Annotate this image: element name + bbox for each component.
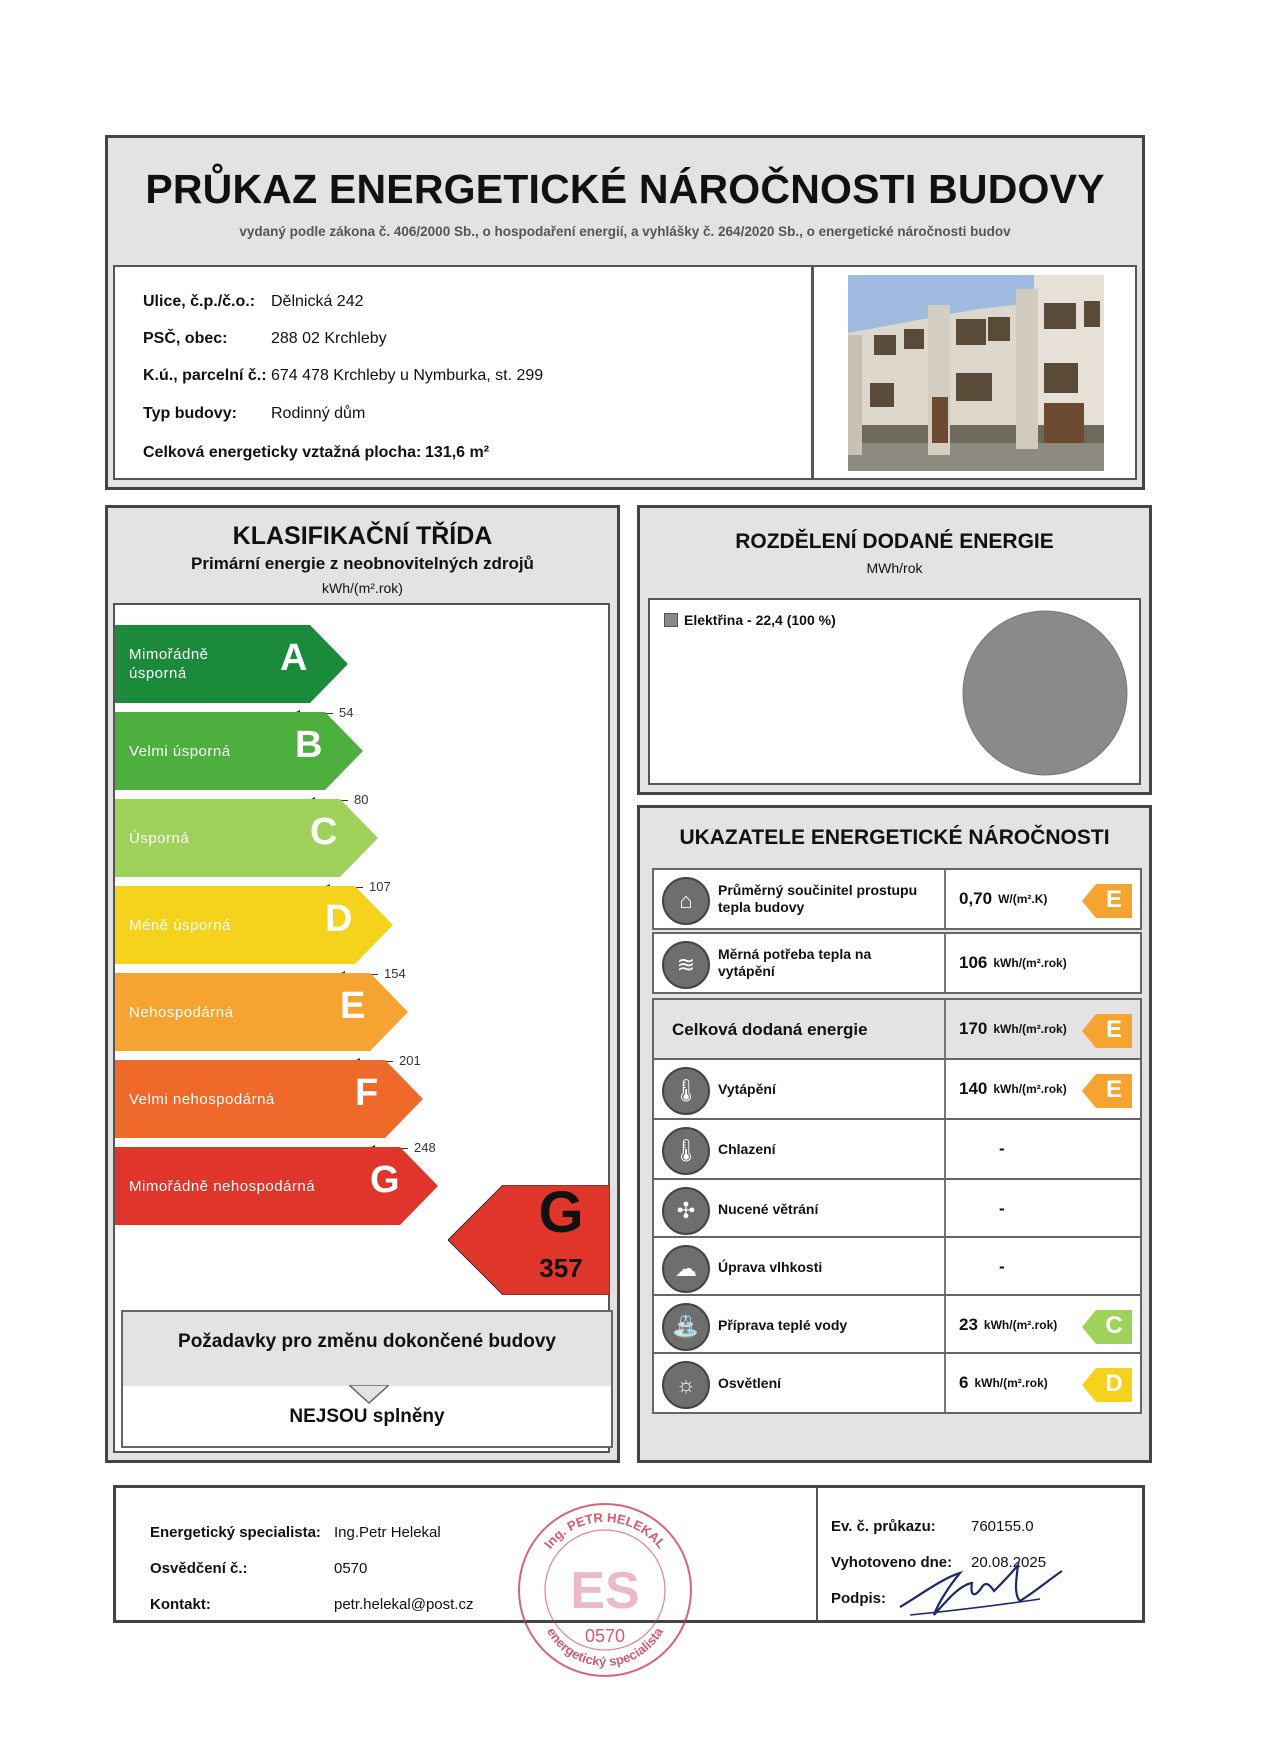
band-label-d: Méně úsporná	[129, 916, 231, 934]
indicator-value: 106	[959, 953, 988, 972]
band-letter-f: F	[355, 1072, 379, 1114]
area-row	[143, 444, 490, 462]
requirements-result-area	[123, 1386, 611, 1446]
indicator-class: E	[1105, 1016, 1122, 1043]
indicator-class-badge	[1082, 1368, 1132, 1402]
rating-value: 357	[539, 1253, 583, 1283]
specialist-label: Energetický specialista:	[150, 1524, 321, 1541]
indicator-name: Vytápění	[718, 1080, 776, 1097]
requirements-box	[121, 1310, 613, 1448]
legend-swatch	[664, 613, 678, 627]
indicator-row	[652, 868, 1142, 930]
indicator-row	[652, 1294, 1142, 1356]
indicator-value-cell	[959, 934, 1067, 992]
band-letter-g: G	[370, 1159, 400, 1201]
ev-row	[831, 1518, 1034, 1535]
threshold-value: 107	[369, 879, 391, 894]
indicator-name: Chlazení	[718, 1140, 776, 1157]
indicator-class-badge	[1082, 1014, 1132, 1048]
indicator-class-badge	[1082, 1074, 1132, 1108]
band-label-b: Velmi úsporná	[129, 742, 231, 760]
threshold-value: 80	[354, 792, 369, 807]
band-letter-e: E	[340, 985, 366, 1027]
street-label: Ulice, č.p./č.o.:	[143, 293, 256, 310]
indicator-value: 23	[959, 1315, 978, 1334]
indicator-divider	[944, 1180, 946, 1238]
indicator-unit: kWh/(m².rok)	[983, 1318, 1058, 1332]
lightbulb-icon: ☼	[662, 1361, 710, 1409]
specialist-value: Ing.Petr Helekal	[334, 1524, 441, 1541]
indicator-name: Průměrný součinitel prostupu tepla budovy	[718, 882, 918, 915]
thermometer-hot-icon: 🌡	[662, 1067, 710, 1115]
indicator-value: 170	[959, 1019, 988, 1038]
indicator-unit: kWh/(m².rok)	[993, 1082, 1067, 1096]
indicator-value: 140	[959, 1079, 988, 1098]
type-label: Typ budovy:	[143, 405, 237, 422]
ev-value: 760155.0	[971, 1518, 1034, 1535]
specialist-stamp	[515, 1500, 695, 1680]
classification-unit: kWh/(m².rok)	[322, 580, 403, 596]
band-letter-d: D	[325, 898, 353, 940]
parcel-row	[143, 367, 544, 385]
street-value: Dělnická 242	[271, 293, 364, 310]
energy-split-unit: MWh/rok	[866, 560, 923, 576]
indicators-panel	[637, 805, 1152, 1463]
sign-label: Podpis:	[831, 1590, 886, 1607]
indicator-name: Nucené větrání	[718, 1200, 819, 1217]
ev-label: Ev. č. průkazu:	[831, 1518, 936, 1535]
indicator-divider	[944, 1354, 946, 1412]
indicator-value-cell	[959, 1354, 1048, 1412]
page-subtitle: vydaný podle zákona č. 406/2000 Sb., o hospodaření energií, a vyhlášky č. 264/2020 Sb., o energetické náročnosti budov	[239, 224, 1011, 239]
pie-slice-electricity	[963, 611, 1127, 775]
cert-row	[150, 1560, 368, 1577]
indicator-divider	[944, 1000, 946, 1058]
area-value: 131,6 m²	[425, 444, 490, 461]
band-label-g: Mimořádně nehospodárná	[129, 1177, 316, 1195]
indicator-divider	[944, 1120, 946, 1178]
rating-indicator	[448, 1180, 610, 1295]
requirements-pointer	[349, 1385, 389, 1405]
threshold-value: 54	[339, 705, 354, 720]
energy-band-b	[115, 712, 365, 790]
indicator-divider	[944, 1060, 946, 1118]
energy-band-g	[115, 1147, 440, 1225]
energy-band-f	[115, 1060, 425, 1138]
indicator-unit: kWh/(m².rok)	[974, 1376, 1048, 1390]
energy-band-e	[115, 973, 410, 1051]
date-label: Vyhotoveno dne:	[831, 1554, 953, 1571]
zip-label: PSČ, obec:	[143, 330, 228, 347]
indicator-row	[652, 1178, 1142, 1240]
type-row	[143, 405, 366, 423]
indicator-name: Úprava vlhkosti	[718, 1258, 823, 1275]
building-info-panel	[113, 265, 813, 480]
indicator-value: -	[999, 1199, 1005, 1218]
energy-band-c	[115, 799, 380, 877]
threshold-value: 201	[399, 1053, 421, 1068]
contact-label: Kontakt:	[150, 1596, 211, 1613]
stamp-number: 0570	[584, 1626, 626, 1646]
indicator-value: 6	[959, 1373, 969, 1392]
band-label-a: Mimořádně úsporná	[129, 646, 209, 682]
building-photo	[812, 265, 1137, 480]
rating-letter: G	[538, 1180, 584, 1245]
energy-split-legend	[664, 612, 836, 628]
zip-row	[143, 330, 387, 348]
area-label: Celková energeticky vztažná plocha:	[143, 444, 422, 461]
parcel-label: K.ú., parcelní č.:	[143, 367, 267, 384]
indicator-class-badge	[1082, 1310, 1132, 1344]
stamp-logo: ES	[570, 1562, 640, 1620]
signature	[890, 1555, 1070, 1625]
requirements-title: Požadavky pro změnu dokončené budovy	[178, 1331, 556, 1352]
energy-band-d	[115, 886, 395, 964]
indicator-value-cell	[959, 1000, 1067, 1058]
specialist-row	[150, 1524, 441, 1541]
classification-title: KLASIFIKAČNÍ TŘÍDA	[232, 522, 493, 550]
energy-split-pie	[960, 608, 1130, 778]
house-icon: ⌂	[662, 877, 710, 925]
cert-label: Osvědčení č.:	[150, 1560, 248, 1577]
indicator-unit: kWh/(m².rok)	[993, 956, 1067, 970]
page-title: PRŮKAZ ENERGETICKÉ NÁROČNOSTI BUDOVY	[145, 166, 1105, 212]
indicator-name: Příprava teplé vody	[718, 1316, 848, 1333]
indicators-title: UKAZATELE ENERGETICKÉ NÁROČNOSTI	[679, 826, 1110, 849]
zip-value: 288 02 Krchleby	[271, 330, 387, 347]
indicator-class-badge	[1082, 884, 1132, 918]
indicator-row	[652, 1118, 1142, 1180]
humidity-icon: ☁	[662, 1245, 710, 1293]
indicator-value: 0,70	[959, 889, 993, 908]
indicator-unit: kWh/(m².rok)	[993, 1022, 1067, 1036]
sign-row	[831, 1590, 886, 1607]
band-label-c: Úsporná	[129, 829, 190, 847]
type-value: Rodinný dům	[271, 405, 366, 422]
threshold-value: 154	[384, 966, 406, 981]
fan-icon: ✣	[662, 1187, 710, 1235]
indicator-value-cell	[959, 870, 1047, 928]
threshold-value: 248	[414, 1140, 436, 1155]
building-photo-image	[848, 275, 1104, 471]
contact-row	[150, 1596, 474, 1613]
indicator-divider	[944, 934, 946, 992]
indicator-row	[652, 1352, 1142, 1414]
band-label-f: Velmi nehospodárná	[129, 1090, 275, 1108]
band-letter-b: B	[295, 724, 323, 766]
indicator-value: -	[999, 1139, 1005, 1158]
date-value: 20.08.2025	[971, 1554, 1047, 1571]
band-label-e: Nehospodárná	[129, 1003, 234, 1021]
contact-value: petr.helekal@post.cz	[334, 1596, 474, 1613]
indicator-value-cell	[959, 1296, 1057, 1354]
radiator-icon: ≋	[662, 941, 710, 989]
parcel-value: 674 478 Krchleby u Nymburka, st. 299	[271, 367, 544, 384]
indicator-row	[652, 1058, 1142, 1120]
indicator-name: Celková dodaná energie	[672, 1019, 868, 1039]
indicator-class: E	[1105, 886, 1122, 913]
indicator-divider	[944, 1238, 946, 1296]
legend-label: Elektřina - 22,4 (100 %)	[684, 612, 836, 628]
requirements-result: NEJSOU splněny	[289, 1406, 445, 1427]
thermometer-cold-icon: 🌡	[662, 1127, 710, 1175]
indicator-divider	[944, 1296, 946, 1354]
band-letter-a: A	[280, 637, 308, 679]
band-letter-c: C	[310, 811, 338, 853]
energy-band-a	[115, 625, 350, 703]
indicator-unit: W/(m².K)	[998, 892, 1048, 906]
indicator-row	[652, 998, 1142, 1060]
classification-subtitle: Primární energie z neobnovitelných zdrojů	[191, 554, 534, 573]
indicator-class: C	[1105, 1312, 1123, 1339]
cert-value: 0570	[334, 1560, 368, 1577]
energy-split-chart	[648, 598, 1141, 785]
indicator-class: D	[1105, 1370, 1123, 1397]
indicator-class: E	[1105, 1076, 1122, 1103]
indicator-row	[652, 1236, 1142, 1298]
street-row	[143, 293, 364, 311]
faucet-icon: ⛲	[662, 1303, 710, 1351]
indicator-name: Měrná potřeba tepla na vytápění	[718, 946, 872, 979]
energy-split-title: ROZDĚLENÍ DODANÉ ENERGIE	[735, 530, 1054, 553]
footer-divider	[816, 1488, 818, 1620]
indicator-name: Osvětlení	[718, 1374, 782, 1391]
stamp-top-text: Ing. PETR HELEKAL	[540, 1509, 669, 1552]
indicator-value-cell	[959, 1060, 1067, 1118]
indicator-value: -	[999, 1257, 1005, 1276]
indicator-row	[652, 932, 1142, 994]
stamp-bottom-text: energetický specialista	[544, 1624, 666, 1670]
indicator-divider	[944, 870, 946, 928]
